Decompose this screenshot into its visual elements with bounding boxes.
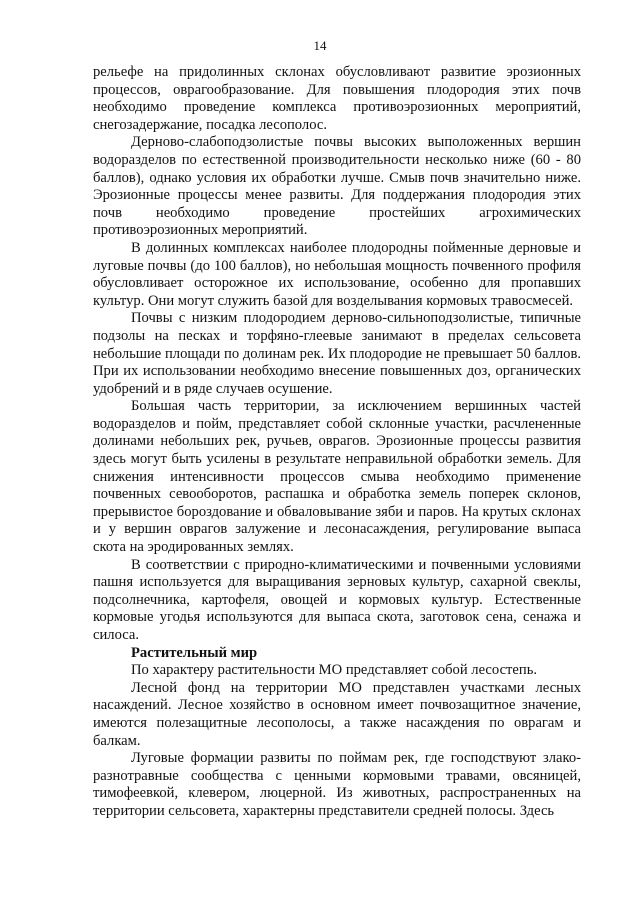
- section-heading: Растительный мир: [131, 644, 258, 661]
- paragraph: Лесной фонд на территории МО представлен участками лесных насаждений. Лесное хозяйство в основном имеет почвозащитное значение, имеются полезащитные лесополосы, а также насаждения по оврагам и балкам.: [93, 679, 581, 749]
- paragraph: Дерново-слабоподзолистые почвы высоких выположенных вершин водоразделов по естественной производительности несколько ниже (60 - 80 баллов), однако условия их обработки лучше. Смыв почв значительно ниже. Эрозионные процессы менее развиты. Для поддержания плодородия этих почв необходимо проведение простейших агрохимических противоэрозионных мероприятий.: [93, 134, 581, 239]
- paragraph: В долинных комплексах наиболее плодородны пойменные дерновые и луговые почвы (до 100 баллов), но небольшая мощность почвенного профиля обусловливает осторожное их использование, особенно для пропавших культур. Они могут служить базой для возделывания кормовых травосмесей.: [93, 239, 581, 309]
- paragraph: Большая часть территории, за исключением вершинных частей водоразделов и пойм, представляет собой склонные участки, расчлененные долинами небольших рек, ручьев, оврагов. Эрозионные процессы развития здесь могут быть усилены в результате неправильной обработки земель. Для снижения интенсивности процессов смыва необходимо применение почвенных севооборотов, распашка и обработка земель поперек склонов, прерывистое бороздование и обваловывание зяби и паров. На крутых склонах и у вершин оврагов залужение и лесонасаждения, регулирование выпаса скота на эродированных землях.: [93, 398, 581, 556]
- page-number: 14: [313, 38, 327, 53]
- paragraph-continuation: рельефе на придолинных склонах обусловливают развитие эрозионных процессов, оврагообразование. Для повышения плодородия этих почв необходимо проведение комплекса противоэрозионных мероприятий, снегозадержание, посадка лесополос.: [93, 64, 581, 133]
- paragraph: Почвы с низким плодородием дерново-сильноподзолистые, типичные подзолы на песках и торфяно-глеевые занимают в пределах сельсовета небольшие площади по долинам рек. Их плодородие не превышает 50 баллов. При их использовании необходимо внесение повышенных доз, органических удобрений и в ряде случаев осушение.: [93, 310, 581, 397]
- paragraph: По характеру растительности МО представляет собой лесостепь.: [131, 662, 538, 679]
- document-body: [93, 64, 581, 821]
- paragraph: В соответствии с природно-климатическими и почвенными условиями пашня используется для выращивания зерновых культур, сахарной свеклы, подсолнечника, картофеля, овощей и кормовых культур. Естественные кормовые угодья используются для выпаса скота, заготовок сена, сенажа и силоса.: [93, 556, 581, 643]
- paragraph: Луговые формации развиты по поймам рек, где господствуют злако-разнотравные сообщества с ценными кормовыми травами, овсяницей, тимофеевкой, клевером, люцерной. Из животных, распространенных на территории сельсовета, характерны представители средней полосы. Здесь: [93, 750, 581, 819]
